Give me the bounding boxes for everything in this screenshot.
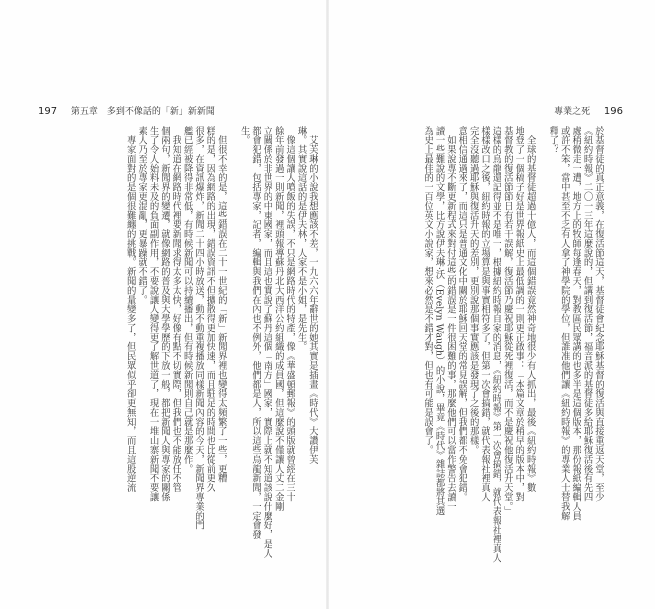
text-column: 素人乃至於專家更混亂，更暴躁就不錯了。 (136, 126, 148, 305)
text-column: 專家面對的是個很難纏的挑戰。新聞的量變多了，但民眾似乎卻更無知，而且這股逆流 (124, 126, 136, 493)
left-page-number: 197 (38, 106, 58, 117)
text-column: 立關係於非世界的中東國家，而且這也實說了蘇丹這個「南方」國家，實際上就不知道該說什麼好，是人 (261, 126, 273, 558)
text-column: 樣樣改口之後，紐約時報的立場算是與事實相符多了，但第一次會搞錯，就代表報社裡真人 (479, 126, 491, 502)
text-column: 像這個讓人噴飯的失誤，不只是網路時代的特產，像《華盛頓郵報》的頭版就曾經在三十 (284, 126, 296, 502)
text-column: 這樣的烏龍還記得並不是唯一，根據紐約時報自家的消息，《紐約時報》第一次會搞錯，就代表報社裡真人 (490, 126, 502, 563)
text-column: 生。 (238, 126, 250, 145)
text-column: 我知道在網路時代裡要新聞求得太多太快，好像有點不切實際，但我們也不能放任不管 (170, 126, 182, 493)
text-column: 但很不幸的是，這些錯誤在二十一世紀的「新」新聞界裡也變得太頻繁了一些，更糟 (215, 126, 227, 483)
text-column: 地登了一個稿子好是世界報紙史上最低調的一則更正啟事：「本篇文章於稍早的版本中，對 (513, 126, 525, 502)
text-column: 意相信通過來了，而這只是普通文化中關於耶穌回天堂的常見誤解，但我們都不免會犯錯。 (456, 126, 468, 502)
text-column: 《紐約時報》二〇一三年這麼說的，但講到復活節，福音派的基督徒多給耶穌復活後有先四 (581, 126, 593, 502)
text-column: 琳。其實說這話的是伊夫林，人家不是小姐，是先生。 (295, 126, 307, 352)
text-column: 艾芙琳的小說我想應該不差，一九六六年辭世的她其實是插畫《時代》大讚伊芙 (307, 126, 318, 465)
text-column (227, 126, 238, 566)
text-column (536, 126, 547, 566)
text-column: 餘年前發過一則新聞，裡頭報導蘇丹北大西洋公約組織的成員國，但這麼說不僅讓人丈二金剛 (272, 126, 284, 511)
left-running-head: 第五章 多到不像話的「新」新新聞 (70, 107, 215, 117)
text-column: 處稍微走一遭，地方上的牧師每逢春天，對教區民眾講的也多半是這個版本，那份報紙編輯人員 (570, 126, 582, 521)
text-column: 如果說專不斷更新程式來對付這些的錯誤是一件很困難的事，那麼他們可以當作警告去讀一 (444, 126, 456, 511)
left-text-block (48, 126, 318, 566)
text-column: 釋了？ (547, 126, 559, 155)
text-column: 很多，在資訊爆炸，新聞二十四小時放送，動不動重複播放同樣新聞內容的今天，新聞界專業的門 (193, 126, 205, 530)
right-text-block (336, 126, 604, 566)
right-page-header (554, 104, 623, 117)
left-page-header (38, 104, 215, 117)
text-column: 全球的基督徒超過十億人，而這個錯誤竟然神奇地很少有人抓出，最後《紐約時報》數 (524, 126, 536, 493)
right-running-head: 專業之死 (554, 107, 591, 117)
text-column: 完全沒聽過耶穌與復活升天的差別，更別說那個事實應該是發現了之後的那樣。 (467, 126, 479, 455)
text-column: 都會犯錯，包括專家，記者，編輯與我們在內也不例外，他們都是人，所以這些烏龍新聞，一定會發 (250, 126, 262, 540)
text-column: 為史上最佳的一百位英文小說家，想來必然是不錯才對，但也有可能是誤會了。 (422, 126, 434, 455)
right-page (328, 0, 655, 609)
text-column: 於基督徒的真正意義，在復活節這天，基督徒會紀念耶穌基督的復活與直接重返天堂，至少 (593, 126, 604, 502)
left-page (0, 0, 327, 609)
text-column: 糕的是，因為網路的出現，錯誤資訊不但擴散得更加快速，而且駐足的時間也比從前更久 (204, 126, 216, 493)
text-column: 或許不笨，當中甚至不乏有人拿了神學院的學位，但誰准他們讓《紐約時報》的專業人士替我解 (558, 126, 570, 521)
text-column: 艦已經被降得非常低，有時候新聞可以持續播出，但有時候新聞則自己就是那麼作。 (181, 126, 193, 474)
text-column: 生了令人始料未及的負面副作用，不要說讓人變得更了解世道了，現在一堆山寨新聞不要讓 (147, 126, 159, 502)
text-column: 個兩句，新聞界的變遷，就像網路的普及與大學學歷的下放一般，都把新聞人與專家的關係 (158, 126, 170, 502)
right-page-number: 196 (603, 106, 623, 117)
text-column: 基督教的復活節節日有若干誤解，復活節乃慶祝耶穌從死裡復活，而不是慶祝他復活升天堂。」 (501, 126, 513, 516)
text-column: 讀一些難說的文學，比方說伊夫琳·沃（Evelyn Waugh）的小說，畢竟《時代》雜誌都將其選 (433, 126, 445, 516)
